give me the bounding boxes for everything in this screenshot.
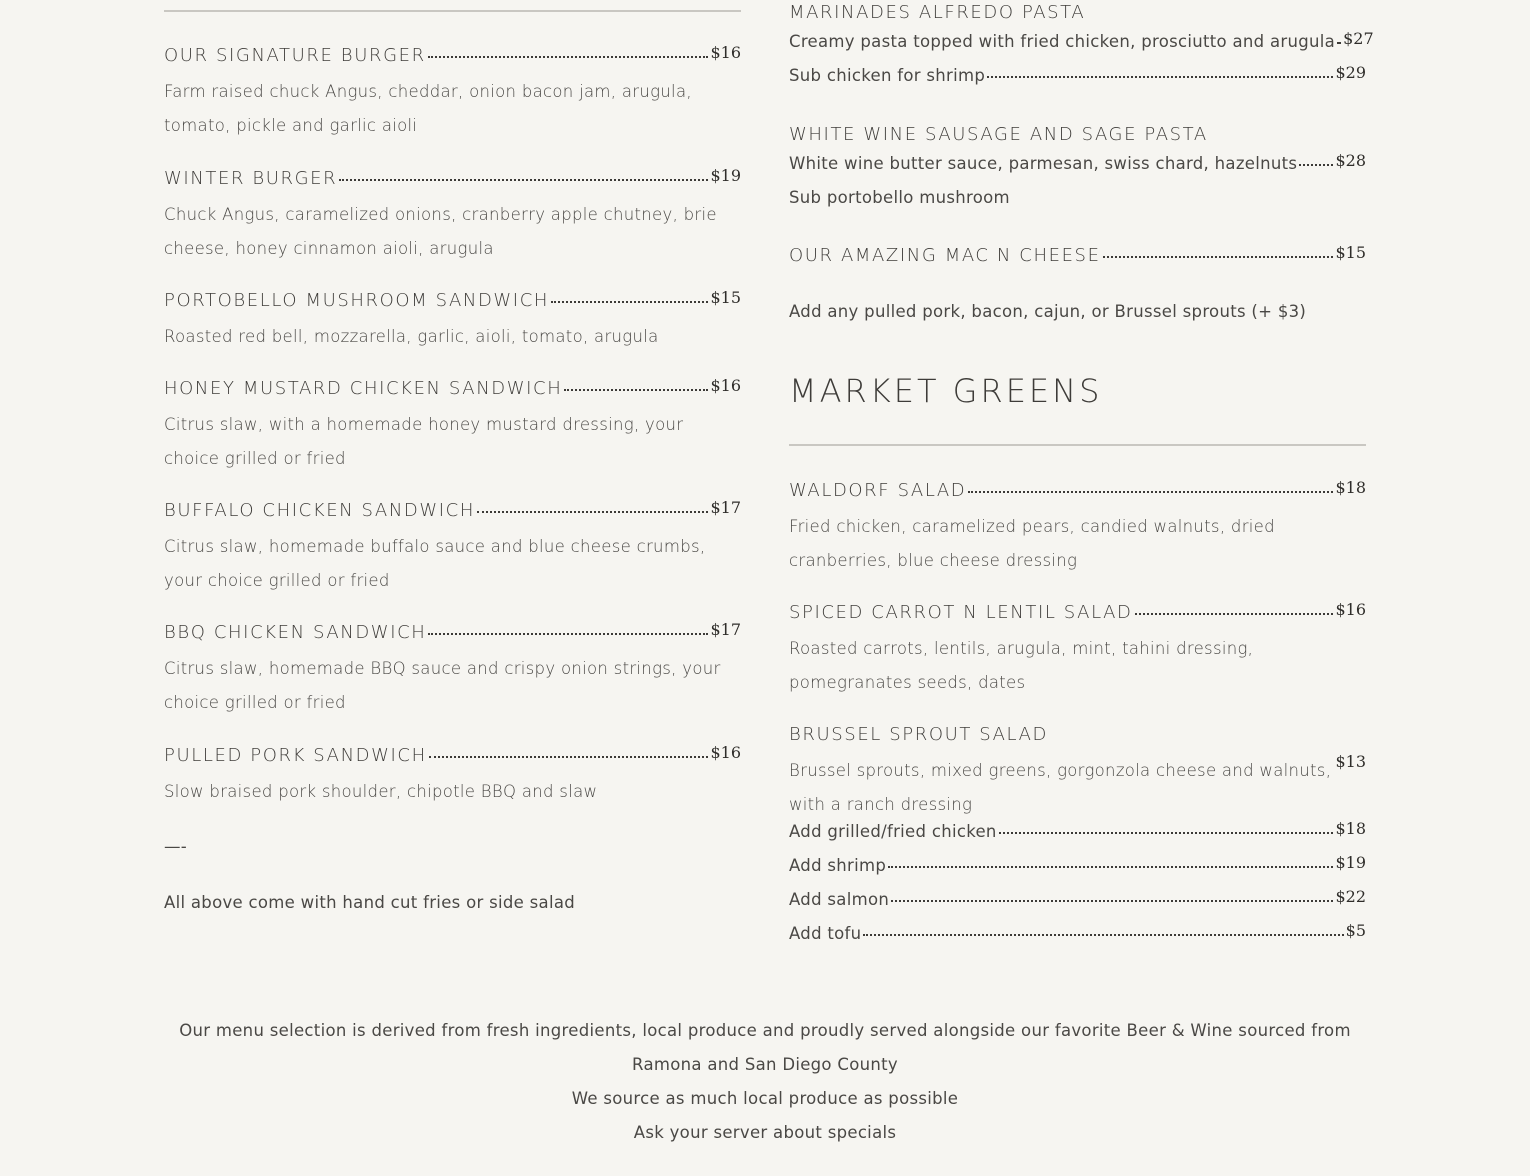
item-name: MARINADES ALFREDO PASTA [789,2,1086,23]
item-price: $16 [710,376,741,395]
dot-leader [429,756,709,758]
addon-row [789,921,1366,958]
item-option: Sub chicken for shrimp [789,66,986,85]
addon-row [789,819,1366,856]
item-name: WALDORF SALAD [789,480,967,501]
menu-item [164,45,741,143]
footer-local-text: We source as much local produce as possible [571,1089,959,1108]
addon-label: Add tofu [789,924,862,943]
addon-price: $22 [1335,887,1366,906]
menu-footer [164,1014,1366,1150]
item-description: Roasted red bell, mozzarella, garlic, aioli, tomato, arugula [164,327,659,346]
dot-leader [863,934,1343,936]
dot-leader [1337,42,1341,44]
item-name: WHITE WINE SAUSAGE AND SAGE PASTA [789,124,1208,145]
item-description: Fried chicken, caramelized pears, candied walnuts, dried cranberries, blue cheese dressing [789,517,1275,570]
item-price: $17 [710,498,741,517]
separator-text: —- [164,837,188,856]
addon-price: $18 [1335,819,1366,838]
dot-leader [1299,164,1333,166]
item-description: Slow braised pork shoulder, chipotle BBQ and slaw [164,782,598,801]
menu-item [164,622,741,720]
item-price: $13 [1335,752,1366,771]
item-description: Brussel sprouts, mixed greens, gorgonzola cheese and walnuts, with a ranch dressing [789,761,1332,814]
footer-sourcing-text: Our menu selection is derived from fresh ingredients, local produce and proudly served alongside our favorite Beer & Wine sourced from Ramona and San Diego County [179,1021,1351,1074]
item-description: Citrus slaw, with a homemade honey mustard dressing, your choice grilled or fried [164,415,684,468]
dot-leader [1135,613,1334,615]
dot-leader [888,866,1333,868]
item-price: $16 [710,743,741,762]
dot-leader [564,389,708,391]
item-option: Sub portobello mushroom [789,188,1010,207]
item-price: $19 [710,166,741,185]
item-price: $18 [1335,478,1366,497]
footer-specials-text: Ask your server about specials [633,1123,897,1142]
addon-row [789,887,1366,924]
item-name: OUR AMAZING MAC N CHEESE [789,245,1101,266]
addon-label: Add grilled/fried chicken [789,822,997,841]
item-name: SPICED CARROT N LENTIL SALAD [789,602,1133,623]
dot-leader [891,900,1333,902]
addon-label: Add shrimp [789,856,887,875]
item-line [789,188,1366,222]
item-name: BRUSSEL SPROUT SALAD [789,724,1048,745]
item-price: $28 [1335,151,1366,170]
dot-leader [477,511,708,513]
item-name: OUR SIGNATURE BURGER [164,45,426,66]
dot-leader [428,56,709,58]
item-line [789,63,1366,100]
addon-price: $19 [1335,853,1366,872]
item-description: Citrus slaw, homemade buffalo sauce and blue cheese crumbs, your choice grilled or fried [164,537,706,590]
menu-item [164,745,741,809]
menu-item [789,124,1366,222]
item-name: BBQ CHICKEN SANDWICH [164,622,427,643]
item-price: $17 [710,620,741,639]
addon-price: $5 [1345,921,1366,940]
dot-leader [968,491,1333,493]
item-name: WINTER BURGER [164,168,338,189]
menu-item [789,724,1366,958]
section-title: MARKET GREENS [789,372,1103,410]
item-name: HONEY MUSTARD CHICKEN SANDWICH [164,378,563,399]
item-name: BUFFALO CHICKEN SANDWICH [164,500,475,521]
item-price: $15 [1335,243,1366,262]
item-description: Chuck Angus, caramelized onions, cranberry apple chutney, brie cheese, honey cinnamon aioli, arugula [164,205,717,258]
mac-addon-note: Add any pulled pork, bacon, cajun, or Brussel sprouts (+ $3) [789,302,1307,321]
dot-leader [987,76,1333,78]
item-price: $29 [1335,63,1366,82]
menu-item [164,378,741,476]
dot-leader [551,301,708,303]
menu-item [789,2,1374,100]
dot-leader [339,179,708,181]
dot-leader [1103,256,1334,258]
item-description: White wine butter sauce, parmesan, swiss chard, hazelnuts [789,154,1298,173]
menu-item [164,168,741,266]
item-description: Creamy pasta topped with fried chicken, prosciutto and arugula [789,32,1336,51]
addon-row [789,853,1366,890]
divider [789,444,1366,446]
item-line [789,151,1366,188]
menu-item [164,500,741,598]
item-description: Roasted carrots, lentils, arugula, mint, tahini dressing, pomegranates seeds, dates [789,639,1254,692]
item-line [789,29,1374,66]
item-price: $16 [710,43,741,62]
dot-leader [999,832,1334,834]
item-name: PULLED PORK SANDWICH [164,745,427,766]
dot-leader [428,633,708,635]
addon-label: Add salmon [789,890,890,909]
item-price: $27 [1343,29,1374,48]
sides-note: All above come with hand cut fries or side salad [164,893,576,912]
item-description: Citrus slaw, homemade BBQ sauce and crispy onion strings, your choice grilled or fried [164,659,721,712]
item-price: $16 [1335,600,1366,619]
item-description: Farm raised chuck Angus, cheddar, onion bacon jam, arugula, tomato, pickle and garlic aioli [164,82,692,135]
menu-item [789,602,1366,700]
menu-item [164,290,741,354]
menu-item [789,480,1366,578]
divider [164,10,741,12]
item-name: PORTOBELLO MUSHROOM SANDWICH [164,290,550,311]
item-price: $15 [710,288,741,307]
menu-item [789,245,1366,275]
